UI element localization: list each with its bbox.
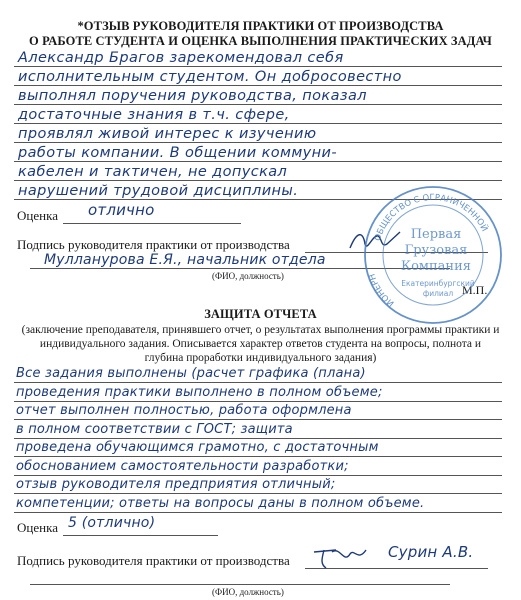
handwritten-line: исполнительным студентом. Он добросовестно	[18, 69, 402, 85]
handwritten-line: отзыв руководителя предприятия отличный;	[16, 477, 336, 492]
handwritten-line: работы компании. В общении коммуни-	[18, 145, 337, 161]
ruled-line	[14, 123, 502, 124]
handwritten-line: выполнял поручения руководства, показал	[18, 88, 367, 104]
handwritten-line: отчет выполнен полностью, работа оформлена	[16, 403, 352, 418]
handwritten-line: компетенции; ответы на вопросы даны в полном объеме.	[16, 495, 425, 511]
defense-title: ЗАЩИТА ОТЧЕТА	[204, 307, 317, 321]
defense-note: (заключение преподавателя, принявшего отчет, о результатах выполнения программы практики и индивидуального задания. Описывается характер ответов студента на вопросы, полнота и глубина проработки индивидуального задания)	[21, 324, 500, 364]
handwritten-line: кабелен и тактичен, не допускал	[18, 164, 288, 180]
stamp-line3: Компания	[401, 259, 471, 274]
review-title-line2: О РАБОТЕ СТУДЕНТА И ОЦЕНКА ВЫПОЛНЕНИЯ ПРАКТИЧЕСКИХ ЗАДАЧ	[29, 34, 492, 48]
review-grade-underline	[63, 223, 241, 224]
ruled-line	[14, 382, 502, 383]
stamp-top-text: ОБЩЕСТВО С ОГРАНИЧЕННОЙ	[372, 192, 490, 243]
handwritten-line: в полном соответствии с ГОСТ; защита	[16, 421, 293, 437]
defense-grade-label: Оценка	[17, 520, 58, 535]
handwritten-line: обоснованием самостоятельности разработки;	[16, 458, 349, 474]
review-signature-name: Мулланурова Е.Я., начальник отдела	[44, 252, 326, 268]
ruled-line	[14, 456, 502, 457]
defense-signature-mark	[310, 538, 370, 572]
review-signature-label: Подпись руководителя практики от производства	[17, 237, 290, 252]
review-mp-label: М.П.	[462, 283, 488, 297]
ruled-line	[14, 438, 502, 439]
stamp-line5: филиал	[422, 289, 454, 298]
defense-signature-label: Подпись руководителя практики от производства	[17, 553, 290, 568]
ruled-line	[14, 66, 502, 67]
svg-text:ИОНЕРН	[367, 272, 396, 308]
ruled-line	[14, 475, 502, 476]
defense-grade-value: 5 (отлично)	[68, 515, 156, 531]
review-title-line1: *ОТЗЫВ РУКОВОДИТЕЛЯ ПРАКТИКИ ОТ ПРОИЗВОДСТВА	[77, 19, 444, 33]
defense-signature-name: Сурин А.В.	[388, 543, 474, 561]
ruled-line	[14, 512, 502, 513]
stamp-line1: Первая	[410, 227, 462, 242]
handwritten-line: нарушений трудовой дисциплины.	[18, 183, 299, 199]
handwritten-line: Александр Брагов зарекомендовал себя	[18, 50, 344, 66]
ruled-line	[14, 493, 502, 494]
handwritten-line: Все задания выполнены (расчет графика (плана)	[16, 366, 366, 381]
ruled-line	[14, 104, 502, 105]
defense-name-underline	[30, 584, 450, 585]
defense-grade-underline	[63, 535, 218, 536]
ruled-line	[14, 401, 502, 402]
stamp-line2: Грузовая	[404, 243, 468, 258]
handwritten-line: проведена обучающимся грамотно, с достаточным	[16, 440, 379, 455]
review-grade-value: отлично	[88, 201, 155, 219]
ruled-line	[14, 161, 502, 162]
ruled-line	[14, 142, 502, 143]
defense-fio-note: (ФИО, должность)	[212, 587, 284, 597]
ruled-line	[14, 419, 502, 420]
handwritten-line: проведения практики выполнено в полном объеме;	[16, 384, 383, 400]
handwritten-line: проявлял живой интерес к изучению	[18, 126, 317, 142]
ruled-line	[14, 85, 502, 86]
stamp-line4: Екатеринбургский	[401, 279, 475, 288]
review-fio-note: (ФИО, должность)	[212, 271, 284, 281]
review-grade-label: Оценка	[17, 208, 58, 223]
handwritten-line: достаточные знания в т.ч. сфере,	[18, 107, 290, 123]
stamp-left-text: ИОНЕРН	[367, 272, 397, 309]
